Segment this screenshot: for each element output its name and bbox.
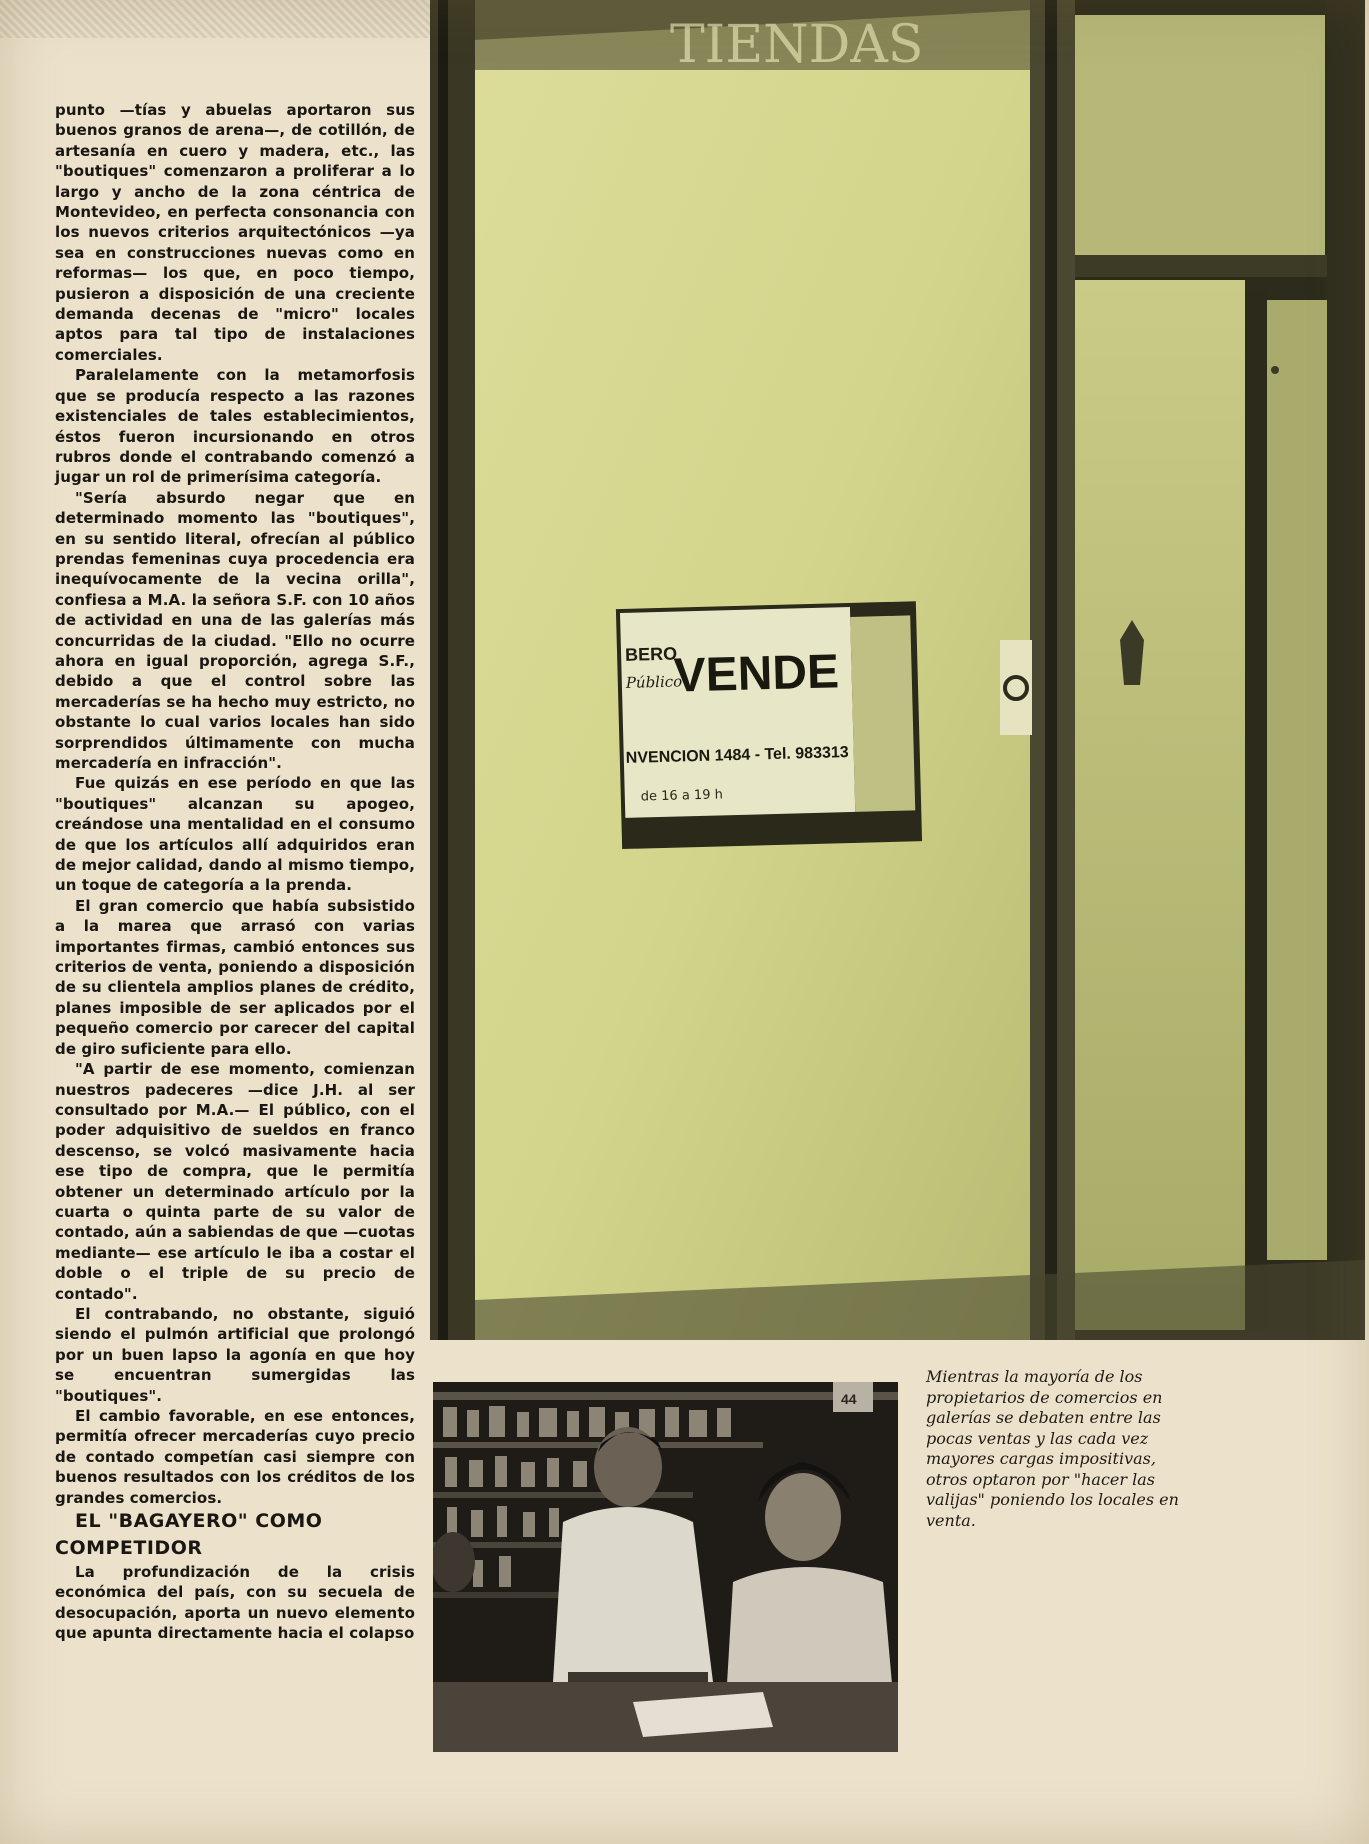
left-frame [430, 0, 475, 1340]
man-shirt [553, 1507, 713, 1682]
door-divider [1245, 290, 1267, 1330]
right-door-panel [1075, 280, 1245, 1330]
shelf [433, 1392, 898, 1400]
sign-hours: de 16 a 19 h [640, 787, 724, 805]
door-lock [1271, 366, 1279, 374]
article-paragraph: Fue quizás en ese período en que las "boutiques" alcanzan su apogeo, creándose una mentalidad en el consumo de que los artículos allí adquiridos eran de mejor calidad, dando al mismo tiempo, un toque de categoría a la prenda. [55, 774, 415, 895]
shelf-label: 44 [841, 1391, 857, 1407]
article-paragraph: El cambio favorable, en ese entonces, permitía ofrecer mercaderías cuyo precio de contado competían casi siempre con buenos resultados con los créditos de los grandes comercios. [55, 1407, 415, 1507]
transom-bar [1075, 255, 1350, 277]
article-paragraph: "Sería absurdo negar que en determinado momento las "boutiques", en su sentido literal, ofrecían al público prendas femeninas cuya procedencia era inequívocamente de la vecina orilla", confiesa a M.A. la señora S.F. con 10 años de actividad en una de las galerías más concurridas de la ciudad. "Ello no ocurre ahora en igual proporción, agrega S.F., debido a que el control sobre las mercaderías se ha hecho muy estricto, no obstante lo cual varios locales han sido sorprendidos últimamente con mucha mercadería en infracción". [55, 488, 415, 772]
article-column [55, 100, 415, 1644]
article-paragraph: "A partir de ese momento, comienzan nuestros padeceres —dice J.H. al ser consultado por M.A.— El público, con el poder adquisitivo de sueldos en franco descenso, se volcó masivamente hacia ese tipo de compra, que le permitía obtener un determinado artículo por la cuarta o quinta parte de su valor de contado, aún a sabiendas de que —cuotas mediante— ese artículo le iba a costar el doble o el triple de su precio de contado". [55, 1060, 415, 1303]
shelf [433, 1442, 763, 1448]
far-right-panel [1267, 300, 1327, 1260]
woman-head [765, 1473, 841, 1561]
window-lettering: TIENDAS [670, 15, 924, 75]
top-halftone-band [0, 0, 430, 38]
far-right-frame [1327, 0, 1365, 1340]
shop-staff-photo [433, 1382, 898, 1752]
article-paragraph: El contrabando, no obstante, siguió siendo el pulmón artificial que prolongó por un buen lapso la agonía en que hoy se encuentran sumergidas las "boutiques". [55, 1304, 415, 1405]
article-paragraph: La profundización de la crisis económica del país, con su secuela de desocupación, aporta un nuevo elemento que apunta directamente hacia el colapso [55, 1563, 415, 1643]
sign-board [620, 607, 855, 818]
left-frame-edge [438, 0, 448, 1340]
sign-headline: VENDE [672, 645, 840, 703]
article-paragraph: El gran comercio que había subsistido a la marea que arrasó con varias importantes firmas, cambió entonces sus criterios de venta, poniendo a disposición de su clientela amplios planes de crédito, planes imposible de ser aplicados por el pequeño comercio por carecer del capital de giro suficiente para ello. [55, 896, 415, 1058]
shelf [433, 1492, 693, 1498]
sign-address: NVENCION 1484 - Tel. 983313 [625, 744, 849, 767]
sign-left-fragment-1: BERO [624, 643, 678, 665]
sign-side [850, 615, 915, 812]
sign-left-fragment-2: Público [625, 672, 683, 692]
door-post-edge [1045, 0, 1057, 1340]
storefront-photo [430, 0, 1365, 1340]
section-subheading: EL "BAGAYERO" COMO COMPETIDOR [55, 1510, 323, 1560]
upper-right-window [1075, 15, 1325, 255]
sale-sign [616, 601, 922, 849]
article-paragraph: punto —tías y abuelas aportaron sus buenos granos de arena—, de cotillón, de artesanía en cuero y madera, etc., las "boutiques" comenzaron a proliferar a lo largo y ancho de la zona céntrica de Montevideo, en perfecta consonancia con los nuevos criterios arquitectónicos —ya sea en construcciones nuevas como en reformas— los que, en poco tiempo, pusieron a disposición de una creciente demanda decenas de "micro" locales aptos para tal tipo de instalaciones comerciales. [55, 101, 415, 364]
article-paragraph: Paralelamente con la metamorfosis que se producía respecto a las razones existenciales de tales establecimientos, éstos fueron incursionando en otros rubros donde el contrabando comenzó a jugar un rol de primerísima categoría. [55, 366, 415, 487]
photo-caption: Mientras la mayoría de los propietarios de comercios en galerías se debaten entre las pocas ventas y las cada vez mayores cargas impositivas, otros optaron por "hacer las valijas" poniendo los locales en venta. [926, 1367, 1179, 1530]
customer-silhouette [433, 1532, 475, 1592]
